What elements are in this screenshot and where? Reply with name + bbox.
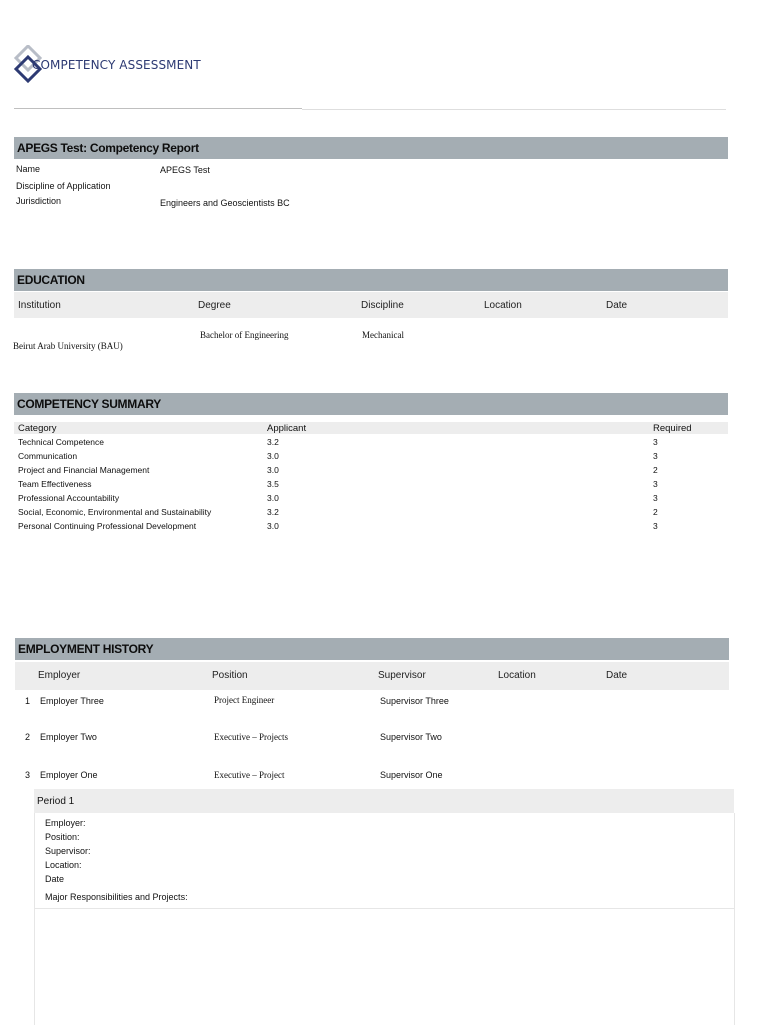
education-col-discipline: Discipline [361, 300, 404, 311]
employment-supervisor: Supervisor One [380, 770, 443, 780]
responsibilities-label: Major Responsibilities and Projects: [45, 892, 188, 902]
employment-title-bar [15, 638, 729, 660]
summary-required: 3 [653, 437, 658, 447]
summary-required: 3 [653, 479, 658, 489]
summary-row [18, 507, 728, 521]
summary-applicant: 3.0 [267, 493, 279, 503]
period-label-supervisor: Supervisor: [45, 846, 91, 856]
education-col-date: Date [606, 300, 628, 311]
education-col-institution: Institution [18, 300, 61, 311]
field-value-jurisdiction: Engineers and Geoscientists BC [160, 198, 290, 208]
period-label-date: Date [45, 874, 65, 884]
education-col-location: Location [484, 300, 522, 311]
summary-applicant: 3.0 [267, 465, 279, 475]
period-label-location: Location: [45, 860, 82, 870]
employment-supervisor: Supervisor Two [380, 732, 442, 742]
period-details [34, 813, 735, 909]
summary-row [18, 437, 728, 451]
education-degree: Bachelor of Engineering [200, 330, 289, 340]
education-title: EDUCATION [17, 273, 85, 287]
employment-employer: Employer Two [40, 732, 97, 742]
education-header-row [14, 292, 728, 318]
employment-col-position: Position [212, 670, 248, 681]
summary-col-category: Category [18, 423, 57, 434]
employment-position: Project Engineer [214, 695, 275, 705]
summary-applicant: 3.0 [267, 451, 279, 461]
header-rule-right [302, 109, 726, 110]
employment-col-location: Location [498, 670, 536, 681]
field-label-name: Name [16, 164, 41, 174]
summary-title-bar [14, 393, 728, 415]
education-discipline: Mechanical [362, 330, 404, 340]
employment-header-row [15, 662, 729, 690]
employment-col-date: Date [606, 670, 628, 681]
summary-row [18, 521, 728, 535]
summary-required: 3 [653, 451, 658, 461]
summary-category: Social, Economic, Environmental and Sustainability [18, 507, 212, 517]
summary-applicant: 3.2 [267, 507, 279, 517]
field-label-discipline: Discipline of Application [16, 181, 111, 191]
employment-num: 1 [25, 696, 31, 706]
summary-col-applicant: Applicant [267, 423, 307, 434]
summary-row [18, 451, 728, 465]
summary-category: Technical Competence [18, 437, 104, 447]
summary-required: 3 [653, 521, 658, 531]
summary-required: 3 [653, 493, 658, 503]
summary-category: Team Effectiveness [18, 479, 92, 489]
education-title-bar [14, 269, 728, 291]
period-label-position: Position: [45, 832, 80, 842]
summary-title: COMPETENCY SUMMARY [17, 397, 161, 411]
employment-title: EMPLOYMENT HISTORY [18, 642, 154, 656]
report-title-bar [14, 137, 728, 159]
summary-category: Project and Financial Management [18, 465, 150, 475]
summary-applicant: 3.2 [267, 437, 279, 447]
responsibilities-box [34, 908, 735, 1025]
employment-position: Executive – Projects [214, 732, 288, 742]
period-label-employer: Employer: [45, 818, 86, 828]
summary-applicant: 3.0 [267, 521, 279, 531]
summary-header-row [14, 422, 728, 434]
summary-col-required: Required [653, 423, 692, 434]
education-institution: Beirut Arab University (BAU) [13, 341, 123, 351]
report-title: APEGS Test: Competency Report [17, 141, 199, 155]
summary-category: Communication [18, 451, 78, 461]
summary-row [18, 465, 728, 479]
employment-num: 3 [25, 770, 31, 780]
header-rule-left [14, 108, 302, 109]
employment-supervisor: Supervisor Three [380, 696, 449, 706]
period-header [34, 789, 734, 813]
employment-position: Executive – Project [214, 770, 285, 780]
employment-col-supervisor: Supervisor [378, 670, 426, 681]
employment-employer: Employer One [40, 770, 98, 780]
employment-employer: Employer Three [40, 696, 104, 706]
summary-required: 2 [653, 507, 658, 517]
summary-category: Personal Continuing Professional Development [18, 521, 197, 531]
summary-row [18, 479, 728, 493]
summary-applicant: 3.5 [267, 479, 279, 489]
logo-text: COMPETENCY ASSESSMENT [32, 58, 201, 72]
field-label-jurisdiction: Jurisdiction [16, 196, 62, 206]
period-title: Period 1 [37, 796, 75, 807]
summary-category: Professional Accountability [18, 493, 120, 503]
education-col-degree: Degree [198, 300, 231, 311]
field-value-name: APEGS Test [160, 165, 210, 175]
employment-col-employer: Employer [38, 670, 81, 681]
employment-num: 2 [25, 732, 31, 742]
summary-row [18, 493, 728, 507]
summary-required: 2 [653, 465, 658, 475]
